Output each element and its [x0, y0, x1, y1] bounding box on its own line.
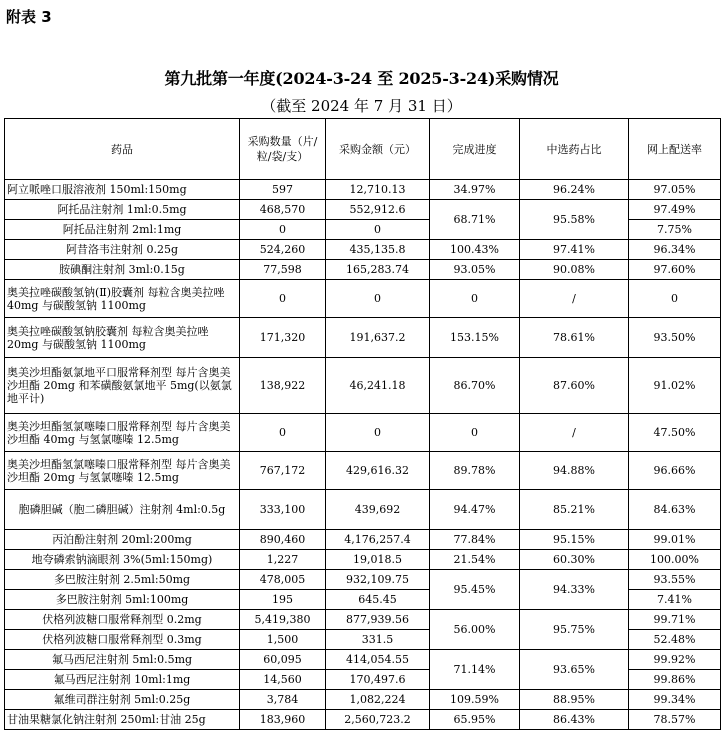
table-row	[5, 240, 721, 260]
quantity-cell: 171,320	[240, 318, 326, 358]
delivery-cell: 97.49%	[629, 200, 721, 220]
page-title: 第九批第一年度(2024-3-24 至 2025-3-24)采购情况	[164, 69, 559, 88]
amount-cell: 932,109.75	[326, 570, 430, 590]
quantity-cell: 1,227	[240, 550, 326, 570]
table-row	[5, 550, 721, 570]
drug-cell: 奥美拉唑碳酸氢钠胶囊剂 每粒含奥美拉唑 20mg 与碳酸氢钠 1100mg	[5, 318, 240, 358]
quantity-cell: 597	[240, 180, 326, 200]
header-ratio: 中选药占比	[520, 119, 629, 180]
delivery-cell: 99.86%	[629, 670, 721, 690]
table-row	[5, 650, 721, 670]
ratio-cell: 93.65%	[520, 650, 629, 690]
ratio-cell: 90.08%	[520, 260, 629, 280]
table-row	[5, 260, 721, 280]
ratio-cell: /	[520, 280, 629, 318]
amount-cell: 331.5	[326, 630, 430, 650]
drug-cell: 奥美沙坦酯氢氯噻嗪口服常释剂型 每片含奥美沙坦酯 40mg 与氢氯噻嗪 12.5mg	[5, 414, 240, 452]
table-row	[5, 570, 721, 590]
delivery-cell: 99.92%	[629, 650, 721, 670]
delivery-cell: 52.48%	[629, 630, 721, 650]
drug-cell: 阿托品注射剂 2ml:1mg	[5, 220, 240, 240]
ratio-cell: 60.30%	[520, 550, 629, 570]
quantity-cell: 468,570	[240, 200, 326, 220]
delivery-cell: 78.57%	[629, 710, 721, 730]
quantity-cell: 333,100	[240, 490, 326, 530]
table-row	[5, 280, 721, 318]
table-row	[5, 414, 721, 452]
amount-cell: 435,135.8	[326, 240, 430, 260]
quantity-cell: 0	[240, 414, 326, 452]
ratio-cell: 94.88%	[520, 452, 629, 490]
drug-cell: 地夸磷索钠滴眼剂 3%(5ml:150mg)	[5, 550, 240, 570]
header-amount: 采购金额（元）	[326, 119, 430, 180]
progress-cell: 71.14%	[430, 650, 520, 690]
amount-cell: 439,692	[326, 490, 430, 530]
drug-cell: 氟马西尼注射剂 10ml:1mg	[5, 670, 240, 690]
progress-cell: 93.05%	[430, 260, 520, 280]
quantity-cell: 478,005	[240, 570, 326, 590]
ratio-cell: 88.95%	[520, 690, 629, 710]
header-progress: 完成进度	[430, 119, 520, 180]
amount-cell: 414,054.55	[326, 650, 430, 670]
drug-cell: 奥美拉唑碳酸氢钠(Ⅱ)胶囊剂 每粒含奥美拉唑 40mg 与碳酸氢钠 1100mg	[5, 280, 240, 318]
quantity-cell: 0	[240, 220, 326, 240]
progress-cell: 100.43%	[430, 240, 520, 260]
ratio-cell: 78.61%	[520, 318, 629, 358]
quantity-cell: 14,560	[240, 670, 326, 690]
amount-cell: 12,710.13	[326, 180, 430, 200]
table-row	[5, 358, 721, 414]
delivery-cell: 97.05%	[629, 180, 721, 200]
table-row	[5, 690, 721, 710]
drug-cell: 甘油果糖氯化钠注射剂 250ml:甘油 25g	[5, 710, 240, 730]
amount-cell: 0	[326, 220, 430, 240]
amount-cell: 2,560,723.2	[326, 710, 430, 730]
progress-cell: 65.95%	[430, 710, 520, 730]
ratio-cell: 86.43%	[520, 710, 629, 730]
delivery-cell: 84.63%	[629, 490, 721, 530]
delivery-cell: 93.50%	[629, 318, 721, 358]
delivery-cell: 99.71%	[629, 610, 721, 630]
amount-cell: 4,176,257.4	[326, 530, 430, 550]
amount-cell: 19,018.5	[326, 550, 430, 570]
table-row	[5, 490, 721, 530]
progress-cell: 89.78%	[430, 452, 520, 490]
drug-cell: 奥美沙坦酯氢氯噻嗪口服常释剂型 每片含奥美沙坦酯 20mg 与氢氯噻嗪 12.5mg	[5, 452, 240, 490]
amount-cell: 46,241.18	[326, 358, 430, 414]
progress-cell: 77.84%	[430, 530, 520, 550]
table-header-row	[5, 119, 721, 180]
ratio-cell: 87.60%	[520, 358, 629, 414]
amount-cell: 645.45	[326, 590, 430, 610]
amount-cell: 0	[326, 414, 430, 452]
amount-cell: 552,912.6	[326, 200, 430, 220]
progress-cell: 0	[430, 414, 520, 452]
ratio-cell: /	[520, 414, 629, 452]
quantity-cell: 77,598	[240, 260, 326, 280]
ratio-cell: 97.41%	[520, 240, 629, 260]
table-row	[5, 180, 721, 200]
progress-cell: 153.15%	[430, 318, 520, 358]
progress-cell: 21.54%	[430, 550, 520, 570]
amount-cell: 170,497.6	[326, 670, 430, 690]
amount-cell: 0	[326, 280, 430, 318]
quantity-cell: 195	[240, 590, 326, 610]
quantity-cell: 60,095	[240, 650, 326, 670]
attachment-label: 附表 3	[6, 8, 52, 26]
delivery-cell: 97.60%	[629, 260, 721, 280]
quantity-cell: 3,784	[240, 690, 326, 710]
ratio-cell: 95.58%	[520, 200, 629, 240]
progress-cell: 68.71%	[430, 200, 520, 240]
delivery-cell: 100.00%	[629, 550, 721, 570]
quantity-cell: 0	[240, 280, 326, 318]
drug-cell: 氟维司群注射剂 5ml:0.25g	[5, 690, 240, 710]
amount-cell: 165,283.74	[326, 260, 430, 280]
amount-cell: 1,082,224	[326, 690, 430, 710]
table-row	[5, 530, 721, 550]
drug-cell: 伏格列波糖口服常释剂型 0.2mg	[5, 610, 240, 630]
delivery-cell: 96.66%	[629, 452, 721, 490]
drug-cell: 多巴胺注射剂 2.5ml:50mg	[5, 570, 240, 590]
quantity-cell: 890,460	[240, 530, 326, 550]
progress-cell: 34.97%	[430, 180, 520, 200]
drug-cell: 阿托品注射剂 1ml:0.5mg	[5, 200, 240, 220]
drug-cell: 胞磷胆碱（胞二磷胆碱）注射剂 4ml:0.5g	[5, 490, 240, 530]
ratio-cell: 95.75%	[520, 610, 629, 650]
table-row	[5, 200, 721, 220]
ratio-cell: 85.21%	[520, 490, 629, 530]
quantity-cell: 767,172	[240, 452, 326, 490]
drug-cell: 胺碘酮注射剂 3ml:0.15g	[5, 260, 240, 280]
table-row	[5, 452, 721, 490]
delivery-cell: 91.02%	[629, 358, 721, 414]
delivery-cell: 93.55%	[629, 570, 721, 590]
table-row	[5, 318, 721, 358]
drug-cell: 氟马西尼注射剂 5ml:0.5mg	[5, 650, 240, 670]
quantity-cell: 1,500	[240, 630, 326, 650]
progress-cell: 95.45%	[430, 570, 520, 610]
progress-cell: 56.00%	[430, 610, 520, 650]
progress-cell: 109.59%	[430, 690, 520, 710]
amount-cell: 191,637.2	[326, 318, 430, 358]
delivery-cell: 99.01%	[629, 530, 721, 550]
drug-cell: 多巴胺注射剂 5ml:100mg	[5, 590, 240, 610]
delivery-cell: 96.34%	[629, 240, 721, 260]
header-quantity: 采购数量（片/粒/袋/支）	[240, 119, 326, 180]
drug-cell: 奥美沙坦酯氨氯地平口服常释剂型 每片含奥美沙坦酯 20mg 和苯磺酸氨氯地平 5mg(以氨氯地平计)	[5, 358, 240, 414]
delivery-cell: 99.34%	[629, 690, 721, 710]
table-row	[5, 610, 721, 630]
progress-cell: 0	[430, 280, 520, 318]
delivery-cell: 7.41%	[629, 590, 721, 610]
quantity-cell: 524,260	[240, 240, 326, 260]
amount-cell: 429,616.32	[326, 452, 430, 490]
delivery-cell: 0	[629, 280, 721, 318]
drug-cell: 阿立哌唑口服溶液剂 150ml:150mg	[5, 180, 240, 200]
progress-cell: 86.70%	[430, 358, 520, 414]
progress-cell: 94.47%	[430, 490, 520, 530]
page-subtitle: （截至 2024 年 7 月 31 日）	[261, 97, 462, 115]
quantity-cell: 138,922	[240, 358, 326, 414]
quantity-cell: 183,960	[240, 710, 326, 730]
drug-cell: 阿昔洛韦注射剂 0.25g	[5, 240, 240, 260]
delivery-cell: 7.75%	[629, 220, 721, 240]
ratio-cell: 95.15%	[520, 530, 629, 550]
amount-cell: 877,939.56	[326, 610, 430, 630]
drug-cell: 丙泊酚注射剂 20ml:200mg	[5, 530, 240, 550]
ratio-cell: 96.24%	[520, 180, 629, 200]
table-row	[5, 710, 721, 730]
delivery-cell: 47.50%	[629, 414, 721, 452]
header-delivery: 网上配送率	[629, 119, 721, 180]
drug-cell: 伏格列波糖口服常释剂型 0.3mg	[5, 630, 240, 650]
procurement-table	[4, 118, 721, 730]
ratio-cell: 94.33%	[520, 570, 629, 610]
quantity-cell: 5,419,380	[240, 610, 326, 630]
header-drug: 药品	[5, 119, 240, 180]
